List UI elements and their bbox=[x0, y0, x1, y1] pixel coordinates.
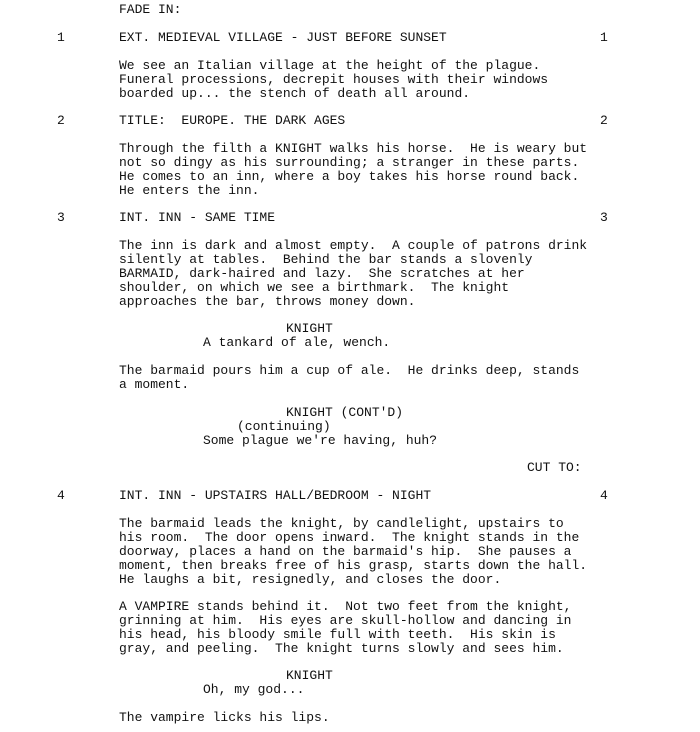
action-line: He laughs a bit, resignedly, and closes the door. bbox=[119, 572, 502, 587]
action-line: silently at tables. Behind the bar stands a slovenly bbox=[119, 252, 533, 267]
action-line: not so dingy as his surrounding; a stranger in these parts. bbox=[119, 155, 580, 170]
scene-number-left: 2 bbox=[57, 113, 65, 128]
action-line: A VAMPIRE stands behind it. Not two feet from the knight, bbox=[119, 599, 572, 614]
scene-number-left: 4 bbox=[57, 488, 65, 503]
scene-heading: INT. INN - UPSTAIRS HALL/BEDROOM - NIGHT bbox=[119, 488, 432, 503]
scene-number-right: 4 bbox=[600, 488, 608, 503]
scene-heading: INT. INN - SAME TIME bbox=[119, 210, 276, 225]
action-line: We see an Italian village at the height of the plague. bbox=[119, 58, 541, 73]
action-line: doorway, places a hand on the barmaid's hip. She pauses a bbox=[119, 544, 572, 559]
action-line: Through the filth a KNIGHT walks his horse. He is weary but bbox=[119, 141, 588, 156]
scene-number-left: 1 bbox=[57, 30, 65, 45]
action-line: moment, then breaks free of his grasp, starts down the hall. bbox=[119, 558, 588, 573]
action-line: The vampire licks his lips. bbox=[119, 710, 330, 725]
action-line: boarded up... the stench of death all around. bbox=[119, 86, 471, 101]
action-line: gray, and peeling. The knight turns slowly and sees him. bbox=[119, 641, 564, 656]
action-line: The barmaid leads the knight, by candlelight, upstairs to bbox=[119, 516, 564, 531]
action-line: The barmaid pours him a cup of ale. He drinks deep, stands bbox=[119, 363, 580, 378]
scene-number-right: 2 bbox=[600, 113, 608, 128]
character-name: KNIGHT bbox=[286, 668, 333, 683]
scene-heading: EXT. MEDIEVAL VILLAGE - JUST BEFORE SUNSET bbox=[119, 30, 447, 45]
action-line: The inn is dark and almost empty. A couple of patrons drink bbox=[119, 238, 588, 253]
scene-heading: TITLE: EUROPE. THE DARK AGES bbox=[119, 113, 346, 128]
action-line: He comes to an inn, where a boy takes his horse round back. bbox=[119, 169, 580, 184]
scene-number-left: 3 bbox=[57, 210, 65, 225]
transition-cut-to: CUT TO: bbox=[527, 460, 582, 475]
character-name: KNIGHT bbox=[286, 321, 333, 336]
action-line: his room. The door opens inward. The knight stands in the bbox=[119, 530, 580, 545]
action-line: approaches the bar, throws money down. bbox=[119, 294, 416, 309]
transition-fade-in: FADE IN: bbox=[119, 2, 182, 17]
action-line: his head, his bloody smile full with teeth. His skin is bbox=[119, 627, 556, 642]
action-line: shoulder, on which we see a birthmark. The knight bbox=[119, 280, 510, 295]
dialogue-line: Oh, my god... bbox=[203, 682, 305, 697]
scene-number-right: 1 bbox=[600, 30, 608, 45]
parenthetical: (continuing) bbox=[237, 419, 331, 434]
action-line: Funeral processions, decrepit houses with their windows bbox=[119, 72, 549, 87]
dialogue-line: Some plague we're having, huh? bbox=[203, 433, 438, 448]
action-line: a moment. bbox=[119, 377, 190, 392]
scene-number-right: 3 bbox=[600, 210, 608, 225]
action-line: BARMAID, dark-haired and lazy. She scratches at her bbox=[119, 266, 525, 281]
action-line: grinning at him. His eyes are skull-hollow and dancing in bbox=[119, 613, 572, 628]
action-line: He enters the inn. bbox=[119, 183, 260, 198]
character-name: KNIGHT (CONT'D) bbox=[286, 405, 404, 420]
dialogue-line: A tankard of ale, wench. bbox=[203, 335, 391, 350]
